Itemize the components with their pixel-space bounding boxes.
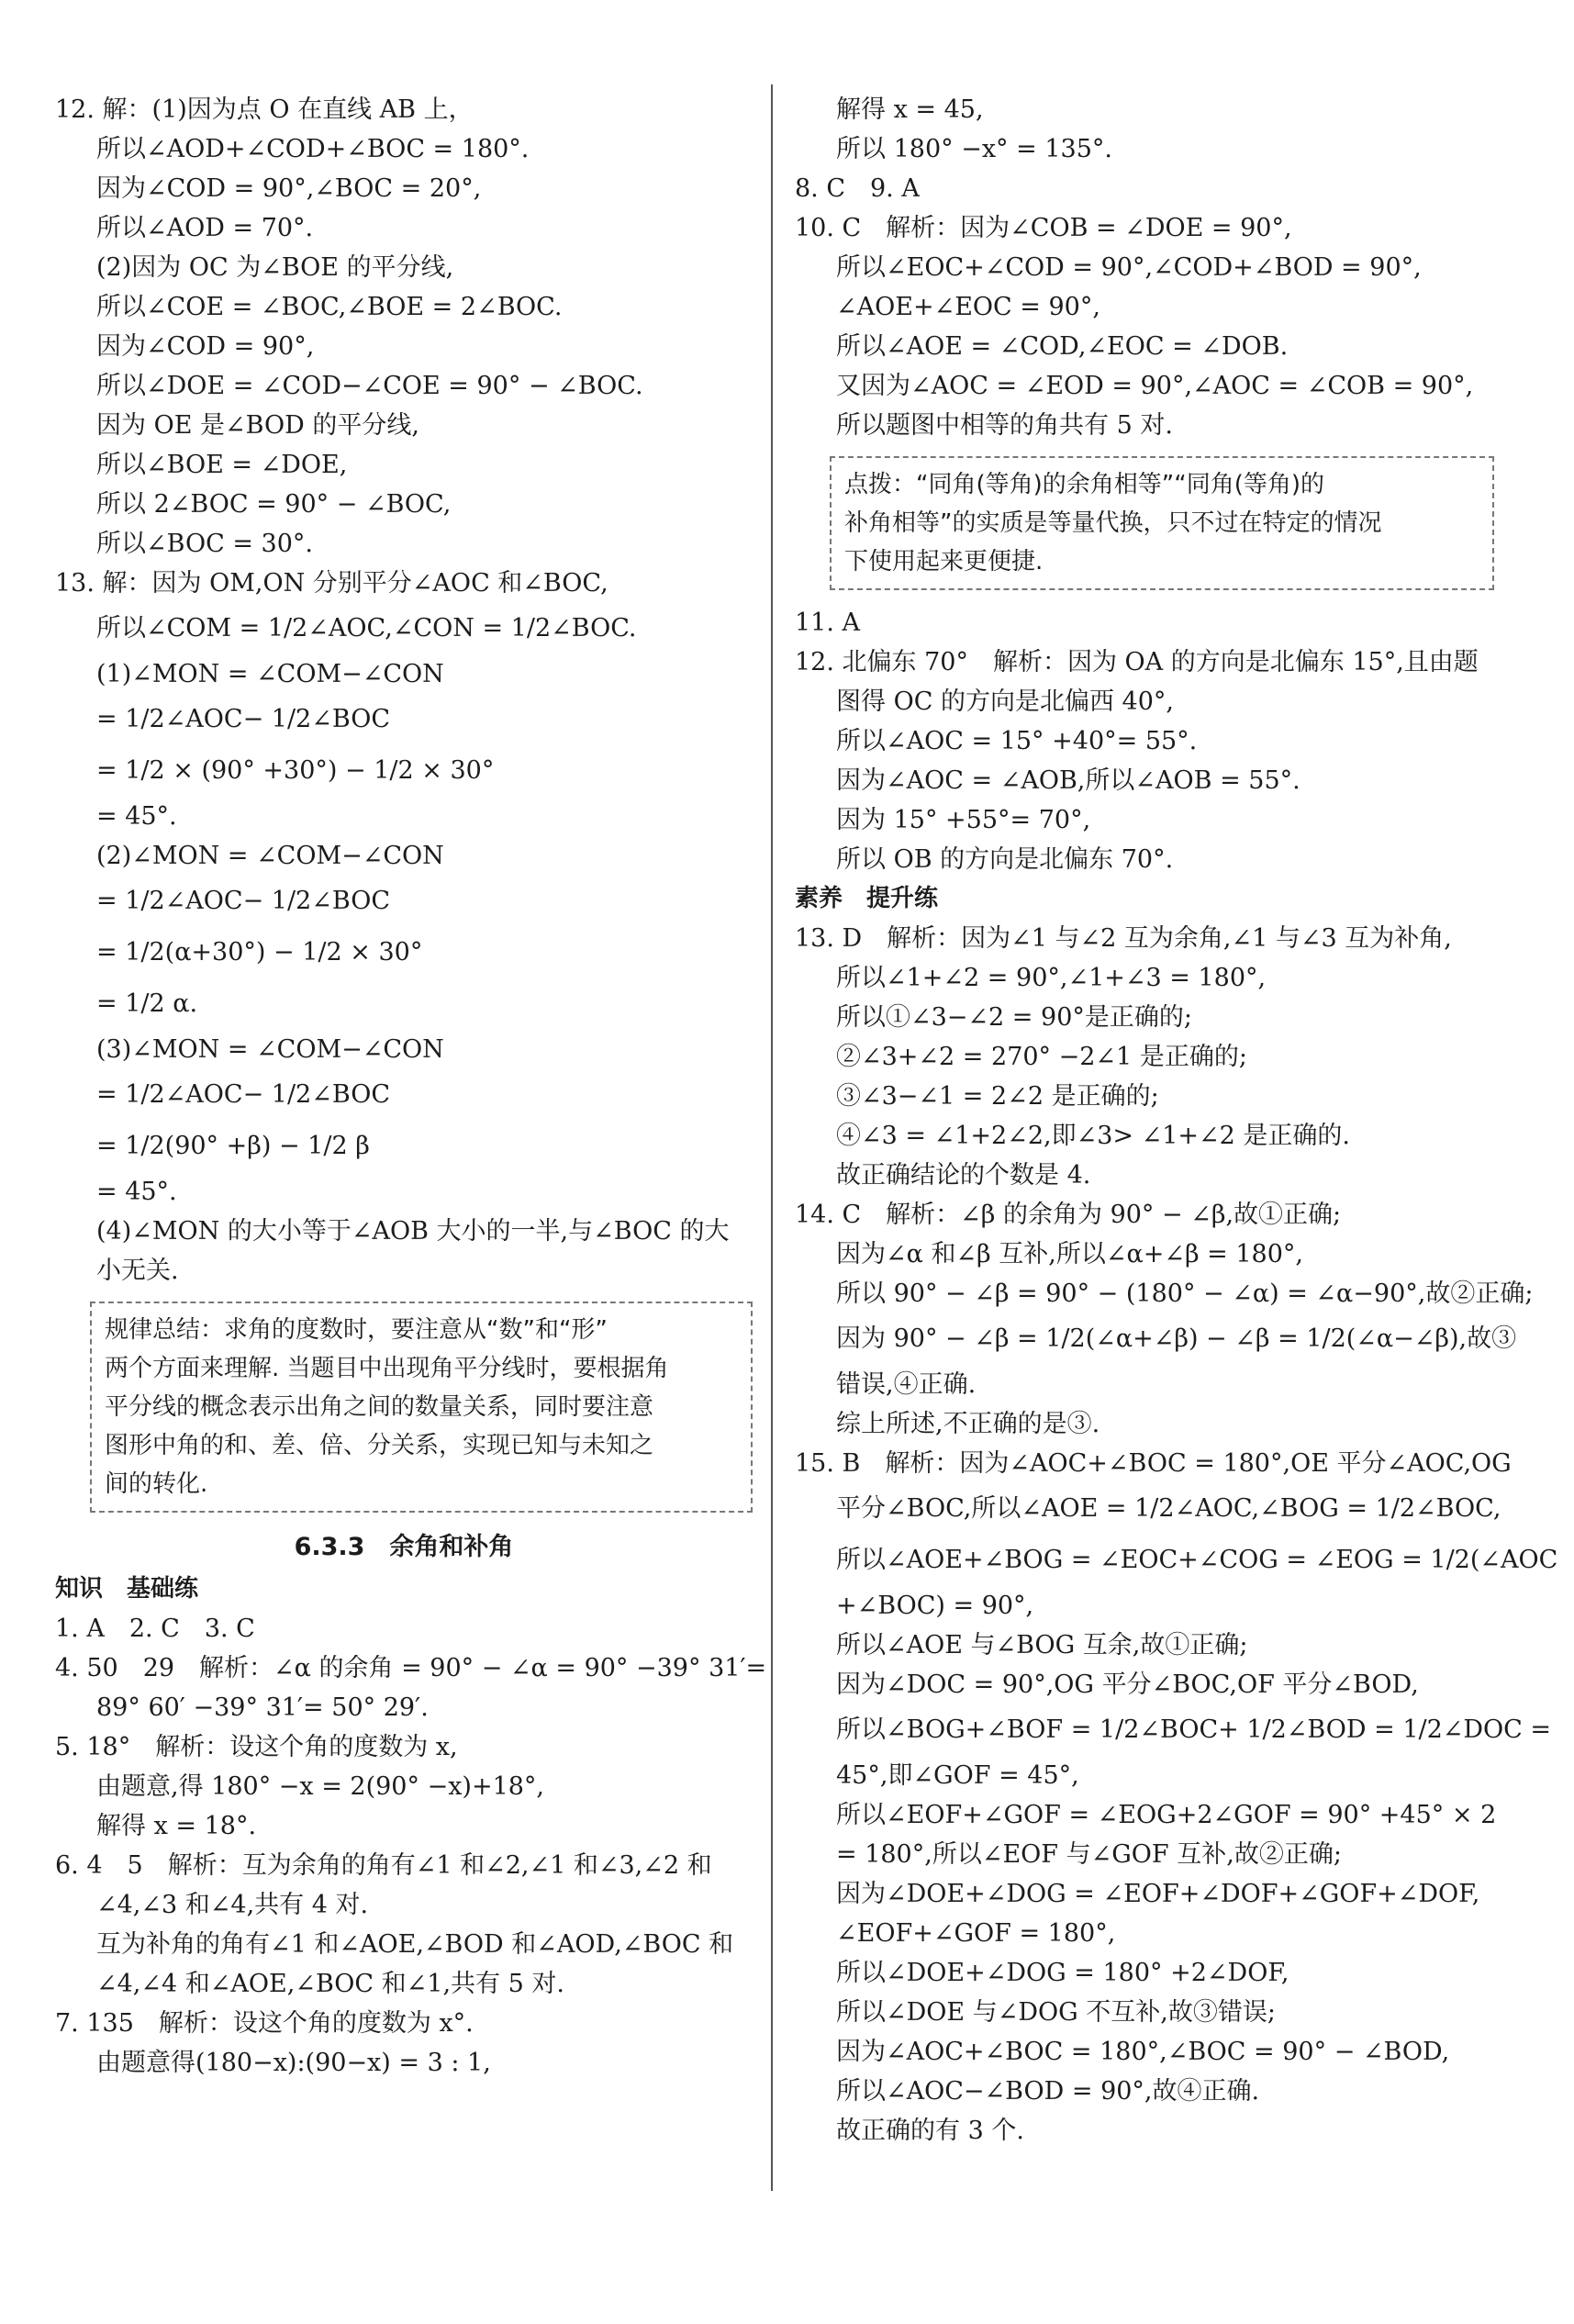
- solution-line: ②∠3+∠2 = 270° −2∠1 是正确的;: [836, 1043, 1247, 1071]
- solution-line: 14. C 解析：∠β 的余角为 90° − ∠β,故①正确;: [795, 1201, 1342, 1229]
- solution-line: 所以 OB 的方向是北偏东 70°.: [836, 845, 1174, 874]
- solution-line: ∠4,∠4 和∠AOE,∠BOC 和∠1,共有 5 对.: [96, 1970, 564, 1998]
- solution-line: ③∠3−∠1 = 2∠2 是正确的;: [836, 1082, 1159, 1111]
- section-title: 6.3.3 余角和补角: [294, 1533, 514, 1561]
- solution-line: 所以∠DOE 与∠DOG 不互补,故③错误;: [836, 1998, 1276, 2027]
- solution-line: = 45°.: [96, 1178, 177, 1206]
- solution-line: 由题意得(180−x):(90−x) = 3 : 1,: [96, 2049, 491, 2077]
- solution-line: ∠AOE+∠EOC = 90°,: [836, 293, 1100, 321]
- solution-line: 所以∠BOG+∠BOF = 1/2∠BOC+ 1/2∠BOD = 1/2∠DOC =: [836, 1715, 1552, 1744]
- solution-line: 因为∠α 和∠β 互补,所以∠α+∠β = 180°,: [836, 1240, 1303, 1268]
- solution-line: 因为 15° +55°= 70°,: [836, 806, 1091, 834]
- solution-line: 所以 180° −x° = 135°.: [836, 135, 1112, 163]
- solution-line: 15. B 解析：因为∠AOC+∠BOC = 180°,OE 平分∠AOC,OG: [795, 1449, 1512, 1478]
- solution-line: ∠4,∠3 和∠4,共有 4 对.: [96, 1891, 369, 1919]
- right-solutions-2: [795, 603, 1520, 879]
- solution-line: +∠BOC) = 90°,: [836, 1592, 1034, 1620]
- solution-line: 因为∠DOE+∠DOG = ∠EOF+∠DOF+∠GOF+∠DOF,: [836, 1880, 1480, 1908]
- solution-line: 所以①∠3−∠2 = 90°是正确的;: [836, 1003, 1192, 1032]
- solution-line: 所以∠COE = ∠BOC,∠BOE = 2∠BOC.: [96, 293, 563, 321]
- column-divider: [771, 84, 773, 2191]
- solution-line: 所以∠EOF+∠GOF = ∠EOG+2∠GOF = 90° +45° × 2: [836, 1801, 1497, 1829]
- solution-line: 7. 135 解析：设这个角的度数为 x°.: [55, 2009, 474, 2038]
- solution-line: = 1/2(α+30°) − 1/2 × 30°: [96, 938, 423, 966]
- solution-line: ∠EOF+∠GOF = 180°,: [836, 1919, 1116, 1948]
- solution-line: 综上所述,不正确的是③.: [836, 1410, 1100, 1438]
- solution-line: 所以∠BOC = 30°.: [96, 530, 313, 558]
- solution-line: ④∠3 = ∠1+2∠2,即∠3> ∠1+∠2 是正确的.: [836, 1122, 1350, 1150]
- solution-line: 所以∠DOE = ∠COD−∠COE = 90° − ∠BOC.: [96, 372, 643, 400]
- solution-line: 因为∠COD = 90°,∠BOC = 20°,: [96, 174, 482, 203]
- solution-line: = 1/2(90° +β) − 1/2 β: [96, 1132, 370, 1160]
- summary-line: 图形中角的和、差、倍、分关系，实现已知与未知之: [105, 1432, 654, 1459]
- solution-line: (2)∠MON = ∠COM−∠CON: [96, 842, 444, 870]
- solution-line: (1)∠MON = ∠COM−∠CON: [96, 660, 444, 688]
- solution-line: 因为 OE 是∠BOD 的平分线,: [96, 411, 419, 440]
- solution-line: (3)∠MON = ∠COM−∠CON: [96, 1035, 444, 1064]
- right-column: [795, 90, 1558, 2151]
- left-solutions: [55, 90, 753, 1290]
- solution-line: = 1/2 α.: [96, 989, 198, 1018]
- solution-line: 错误,④正确.: [836, 1370, 977, 1399]
- solution-line: 故正确的有 3 个.: [836, 2117, 1024, 2145]
- solution-line: 6. 4 5 解析：互为余角的角有∠1 和∠2,∠1 和∠3,∠2 和: [55, 1851, 712, 1880]
- right-solutions-3: [795, 919, 1558, 2151]
- solution-line: 8. C 9. A: [795, 174, 920, 203]
- solution-line: 所以∠1+∠2 = 90°,∠1+∠3 = 180°,: [836, 964, 1267, 992]
- solution-line: 图得 OC 的方向是北偏西 40°,: [836, 687, 1174, 716]
- solution-line: 4. 50 29 解析：∠α 的余角 = 90° − ∠α = 90° −39° 31′=: [55, 1654, 767, 1682]
- solution-line: 所以∠AOC = 15° +40°= 55°.: [836, 727, 1198, 755]
- rule-summary-box: [90, 1302, 753, 1513]
- solution-line: 所以∠AOE+∠BOG = ∠EOC+∠COG = ∠EOG = 1/2(∠AOC: [836, 1546, 1558, 1574]
- solution-line: 所以∠EOC+∠COD = 90°,∠COD+∠BOD = 90°,: [836, 253, 1422, 282]
- solution-line: 1. A 2. C 3. C: [55, 1615, 255, 1643]
- subsection-title-basic: 知识 基础练: [55, 1575, 199, 1603]
- solution-line: 平分∠BOC,所以∠AOE = 1/2∠AOC,∠BOG = 1/2∠BOC,: [836, 1494, 1501, 1523]
- left-solutions-2: [55, 1609, 767, 2083]
- solution-line: 因为∠COD = 90°,: [96, 332, 315, 361]
- tip-box: [830, 456, 1494, 590]
- summary-line: 规律总结：求角的度数时，要注意从“数”和“形”: [105, 1316, 608, 1344]
- solution-line: 所以∠AOD = 70°.: [96, 214, 314, 242]
- solution-line: 5. 18° 解析：设这个角的度数为 x,: [55, 1733, 458, 1761]
- solution-line: 小无关.: [96, 1257, 179, 1285]
- summary-line: 间的转化.: [105, 1470, 208, 1498]
- solution-line: 因为∠DOC = 90°,OG 平分∠BOC,OF 平分∠BOD,: [836, 1670, 1419, 1699]
- solution-line: 89° 60′ −39° 31′= 50° 29′.: [96, 1693, 429, 1722]
- solution-line: 10. C 解析：因为∠COB = ∠DOE = 90°,: [795, 214, 1292, 242]
- solution-line: 所以∠AOE 与∠BOG 互余,故①正确;: [836, 1631, 1248, 1659]
- solution-line: = 180°,所以∠EOF 与∠GOF 互补,故②正确;: [836, 1840, 1342, 1869]
- solution-line: 因为∠AOC+∠BOC = 180°,∠BOC = 90° − ∠BOD,: [836, 2038, 1450, 2066]
- solution-line: 互为补角的角有∠1 和∠AOE,∠BOD 和∠AOD,∠BOC 和: [96, 1930, 734, 1959]
- solution-line: 解得 x = 18°.: [96, 1812, 257, 1840]
- solution-line: 因为 90° − ∠β = 1/2(∠α+∠β) − ∠β = 1/2(∠α−∠β),故③: [836, 1324, 1517, 1353]
- solution-line: 13. D 解析：因为∠1 与∠2 互为余角,∠1 与∠3 互为补角,: [795, 924, 1452, 953]
- summary-line: 平分线的概念表示出角之间的数量关系，同时要注意: [105, 1393, 654, 1421]
- tip-line: 下使用起来更便捷.: [844, 548, 1044, 575]
- solution-line: 故正确结论的个数是 4.: [836, 1161, 1091, 1190]
- solution-line: 所以 2∠BOC = 90° − ∠BOC,: [96, 490, 452, 519]
- solution-line: 由题意,得 180° −x = 2(90° −x)+18°,: [96, 1772, 545, 1801]
- solution-line: 所以∠DOE+∠DOG = 180° +2∠DOF,: [836, 1959, 1289, 1987]
- solution-line: = 45°.: [96, 802, 177, 831]
- solution-line: 所以题图中相等的角共有 5 对.: [836, 411, 1173, 440]
- left-column: [55, 90, 767, 2083]
- solution-line: 所以∠AOC−∠BOD = 90°,故④正确.: [836, 2077, 1260, 2106]
- solution-line: 因为∠AOC = ∠AOB,所以∠AOB = 55°.: [836, 766, 1301, 795]
- tip-line: 点拨：“同角(等角)的余角相等”“同角(等角)的: [844, 471, 1324, 498]
- solution-line: 所以 90° − ∠β = 90° − (180° − ∠α) = ∠α−90°,故②正确;: [836, 1279, 1534, 1308]
- solution-line: 所以∠AOD+∠COD+∠BOC = 180°.: [96, 135, 530, 163]
- subsection-title-advanced: 素养 提升练: [795, 885, 939, 912]
- solution-line: 所以∠AOE = ∠COD,∠EOC = ∠DOB.: [836, 332, 1289, 361]
- solution-line: 12. 解：(1)因为点 O 在直线 AB 上，: [55, 95, 474, 124]
- solution-line: 12. 北偏东 70° 解析：因为 OA 的方向是北偏东 15°,且由题: [795, 648, 1479, 676]
- right-solutions: [795, 90, 1520, 445]
- solution-line: 又因为∠AOC = ∠EOD = 90°,∠AOC = ∠COB = 90°,: [836, 372, 1474, 400]
- solution-line: (4)∠MON 的大小等于∠AOB 大小的一半,与∠BOC 的大: [96, 1217, 730, 1246]
- solution-line: = 1/2 × (90° +30°) − 1/2 × 30°: [96, 756, 495, 785]
- solution-line: 所以∠BOE = ∠DOE,: [96, 451, 348, 479]
- solution-line: (2)因为 OC 为∠BOE 的平分线,: [96, 253, 454, 282]
- solution-line: 解得 x = 45,: [836, 95, 984, 124]
- solution-line: 45°,即∠GOF = 45°,: [836, 1761, 1079, 1790]
- solution-line: = 1/2∠AOC− 1/2∠BOC: [96, 1080, 390, 1109]
- tip-line: 补角相等”的实质是等量代换，只不过在特定的情况: [844, 509, 1382, 537]
- summary-line: 两个方面来理解. 当题目中出现角平分线时，要根据角: [105, 1355, 669, 1382]
- solution-line: 13. 解：因为 OM,ON 分别平分∠AOC 和∠BOC,: [55, 569, 608, 598]
- solution-line: 所以∠COM = 1/2∠AOC,∠CON = 1/2∠BOC.: [96, 614, 637, 642]
- solution-line: = 1/2∠AOC− 1/2∠BOC: [96, 705, 390, 733]
- solution-line: = 1/2∠AOC− 1/2∠BOC: [96, 887, 390, 915]
- solution-line: 11. A: [795, 609, 861, 637]
